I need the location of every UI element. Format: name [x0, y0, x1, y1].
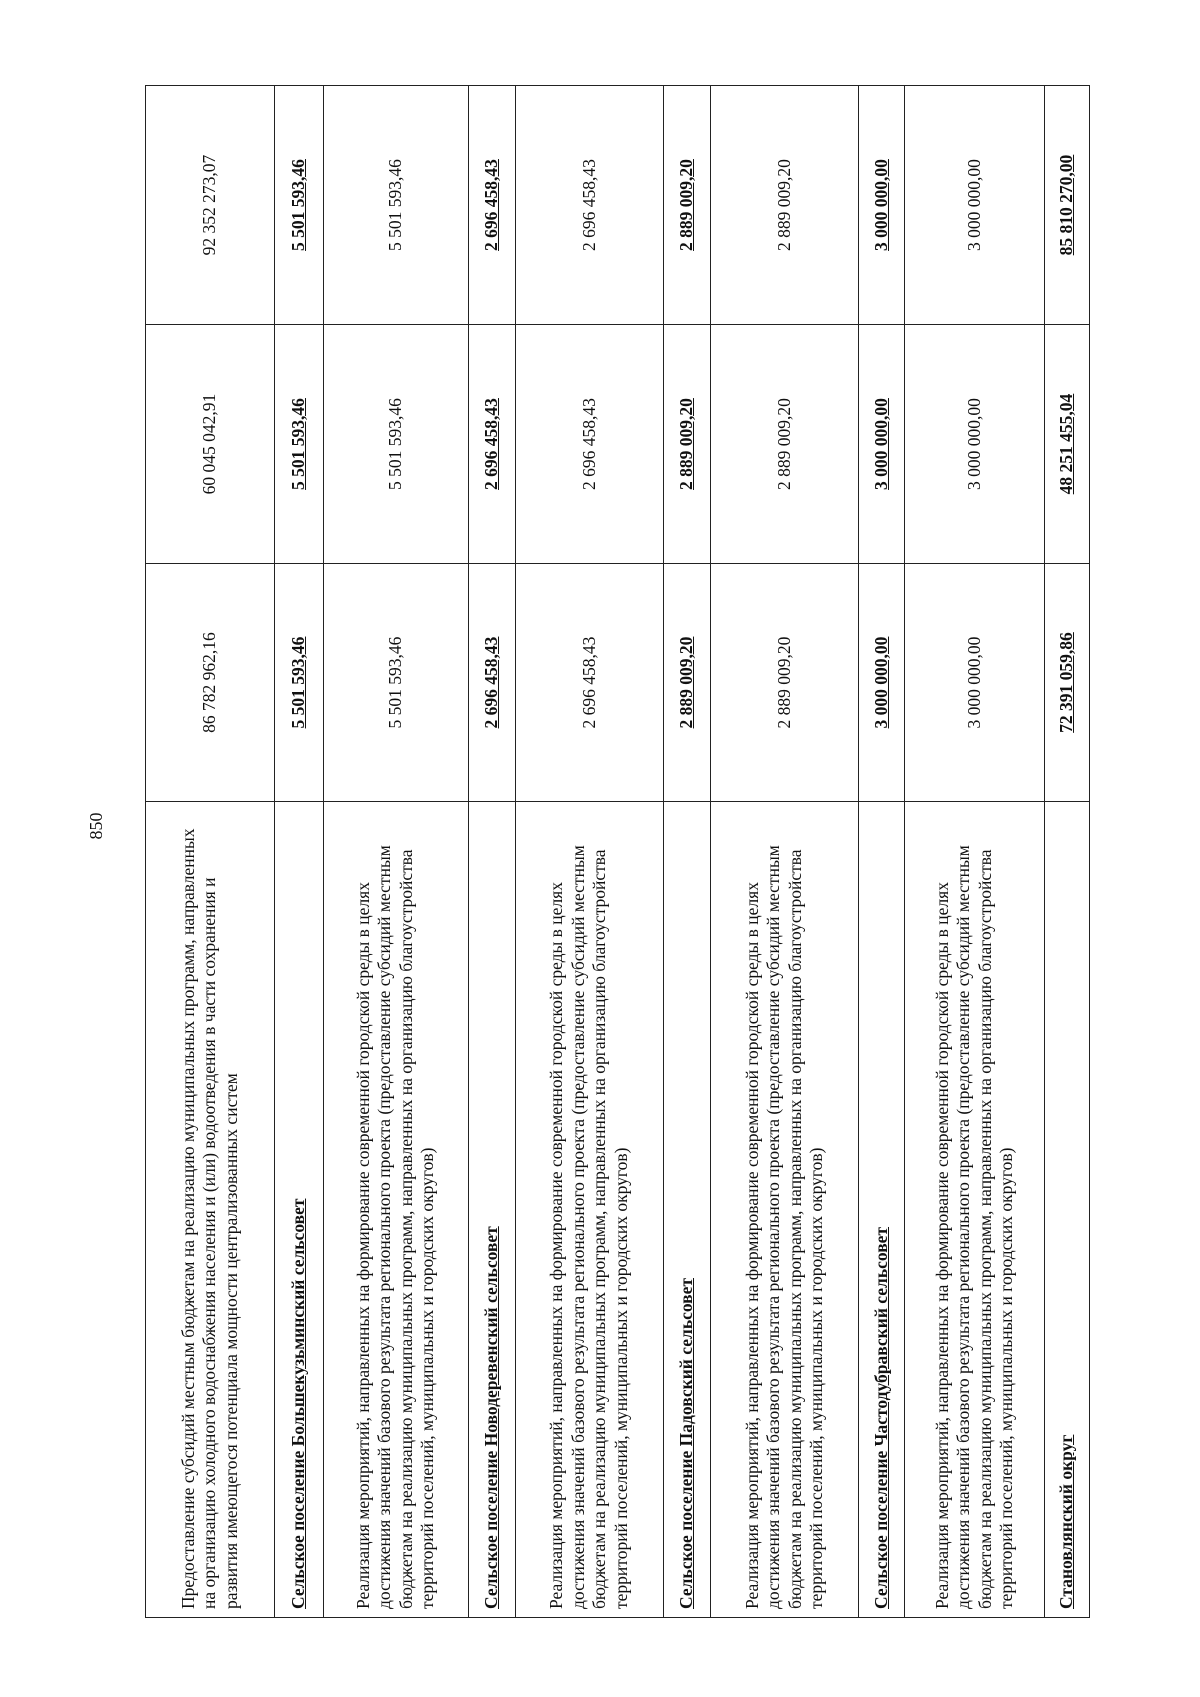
row-description: Реализация мероприятий, направленных на формирование современной городской среды в целях достижения значений базового результата регионального проекта (предоставление субсидий местным бюджетам на реализацию муниципальных программ, направленных на организацию благоустройства территорий поселений, муниципальных и городских округов) [516, 802, 664, 1618]
table-row-total [1044, 86, 1089, 1618]
value-col-1: 3 000 000,00 [905, 564, 1044, 802]
table-row [711, 86, 859, 1618]
value-col-3: 2 696 458,43 [516, 86, 664, 325]
value-col-3: 5 501 593,46 [324, 86, 469, 325]
value-col-1: 2 696 458,43 [468, 564, 515, 802]
value-col-2: 60 045 042,91 [146, 325, 275, 564]
value-col-3: 85 810 270,00 [1044, 86, 1089, 325]
row-description: Реализация мероприятий, направленных на формирование современной городской среды в целях достижения значений базового результата регионального проекта (предоставление субсидий местным бюджетам на реализацию муниципальных программ, направленных на организацию благоустройства территорий поселений, муниципальных и городских округов) [711, 802, 859, 1618]
value-col-2: 3 000 000,00 [859, 325, 905, 564]
value-col-3: 5 501 593,46 [275, 86, 324, 325]
table-row-subtotal [275, 86, 324, 1618]
value-col-3: 2 889 009,20 [711, 86, 859, 325]
value-col-3: 2 696 458,43 [468, 86, 515, 325]
district-name: Становлянский округ [1044, 802, 1089, 1618]
value-col-1: 5 501 593,46 [275, 564, 324, 802]
row-description: Реализация мероприятий, направленных на формирование современной городской среды в целях достижения значений базового результата регионального проекта (предоставление субсидий местным бюджетам на реализацию муниципальных программ, направленных на организацию благоустройства территорий поселений, муниципальных и городских округов) [324, 802, 469, 1618]
settlement-name: Сельское поселение Новодеревенский сельсовет [468, 802, 515, 1618]
value-col-2: 5 501 593,46 [324, 325, 469, 564]
value-col-1: 86 782 962,16 [146, 564, 275, 802]
settlement-name: Сельское поселение Падовский сельсовет [663, 802, 710, 1618]
budget-table [145, 85, 1090, 1618]
value-col-3: 92 352 273,07 [146, 86, 275, 325]
value-col-1: 72 391 059,86 [1044, 564, 1089, 802]
table-row [146, 86, 275, 1618]
table-row-subtotal [663, 86, 710, 1618]
value-col-1: 2 696 458,43 [516, 564, 664, 802]
value-col-1: 5 501 593,46 [324, 564, 469, 802]
value-col-3: 3 000 000,00 [859, 86, 905, 325]
value-col-1: 2 889 009,20 [711, 564, 859, 802]
rotated-table-container [145, 86, 1090, 1618]
value-col-2: 2 696 458,43 [516, 325, 664, 564]
table-row [905, 86, 1044, 1618]
value-col-2: 5 501 593,46 [275, 325, 324, 564]
table-row-subtotal [468, 86, 515, 1618]
value-col-1: 3 000 000,00 [859, 564, 905, 802]
value-col-2: 2 696 458,43 [468, 325, 515, 564]
value-col-2: 2 889 009,20 [663, 325, 710, 564]
table-row [516, 86, 664, 1618]
page-number: 850 [86, 812, 106, 840]
value-col-3: 2 889 009,20 [663, 86, 710, 325]
row-description: Реализация мероприятий, направленных на формирование современной городской среды в целях достижения значений базового результата регионального проекта (предоставление субсидий местным бюджетам на реализацию муниципальных программ, направленных на организацию благоустройства территорий поселений, муниципальных и городских округов) [905, 802, 1044, 1618]
value-col-2: 3 000 000,00 [905, 325, 1044, 564]
value-col-2: 48 251 455,04 [1044, 325, 1089, 564]
row-description: Предоставление субсидий местным бюджетам на реализацию муниципальных программ, направленных на организацию холодного водоснабжения населения и (или) водоотведения в части сохранения и развития имеющегося потенциала мощности централизованных систем [146, 802, 275, 1618]
value-col-3: 3 000 000,00 [905, 86, 1044, 325]
value-col-1: 2 889 009,20 [663, 564, 710, 802]
table-row [324, 86, 469, 1618]
value-col-2: 2 889 009,20 [711, 325, 859, 564]
settlement-name: Сельское поселение Частодубравский сельсовет [859, 802, 905, 1618]
settlement-name: Сельское поселение Большекузьминский сельсовет [275, 802, 324, 1618]
table-row-subtotal [859, 86, 905, 1618]
